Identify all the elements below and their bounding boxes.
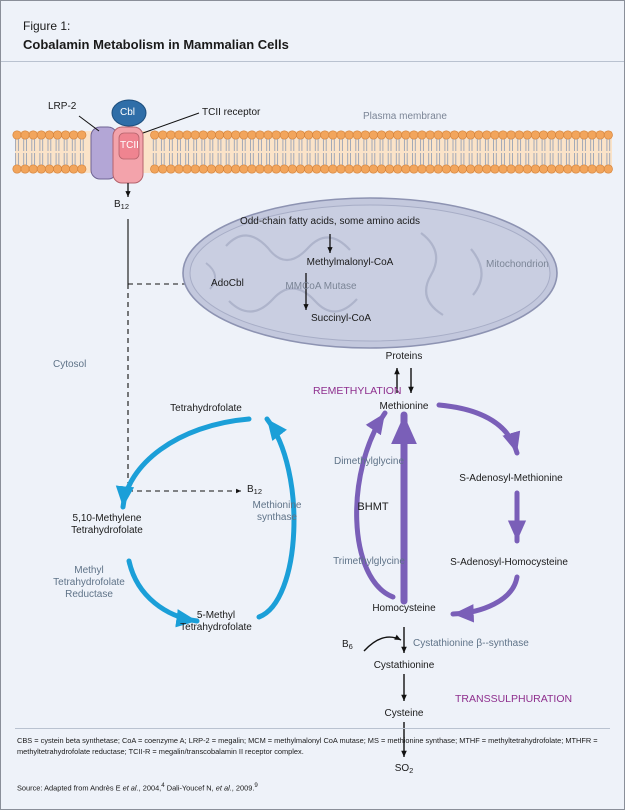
methionine-label: Methionine (379, 401, 429, 412)
tcii-label: TCII (120, 140, 139, 151)
sam-label: S-Adenosyl-Methionine (459, 473, 563, 484)
homocysteine-label: Homocysteine (372, 603, 436, 614)
bhmt-label: BHMT (357, 501, 389, 513)
cytosol-label: Cytosol (53, 359, 87, 370)
dimethylglycine-label: Dimethylglycine (333, 456, 405, 467)
cysteine-label: Cysteine (384, 708, 424, 719)
methylene-thf-label: 5,10-Methylene Tetrahydrofolate (71, 513, 143, 536)
odd-chain-label: Odd-chain fatty acids, some amino acids (239, 216, 421, 227)
cbl-label: Cbl (120, 107, 136, 118)
mthfr-label: Methyl Tetrahydrofolate Reductase (53, 565, 125, 600)
footer-divider (15, 728, 610, 729)
adocbl-label: AdoCbl (211, 278, 244, 289)
mitochondrion-label: Mitochondrion (486, 259, 549, 270)
transsulphuration-label: TRANSSULPHURATION (455, 693, 573, 705)
tcii-leader (143, 113, 199, 133)
lrp2-leader (79, 116, 99, 131)
footer-legend: CBS = cystein beta synthetase; CoA = coenzyme A; LRP-2 = megalin; MCM = methylmalonyl CoA mutase; MS = methionine synthase; MTHF = methyltetrahydrofolate; MTHFR = methyltetrahydrofolate reductase; TCII-R = megalin/transcobalamin II receptor complex. (17, 736, 598, 756)
plasma-membrane-label: Plasma membrane (363, 111, 447, 122)
tcii-receptor-label: TCII receptor (202, 107, 261, 118)
tetrahydrofolate-label: Tetrahydrofolate (170, 403, 242, 414)
proteins-label: Proteins (385, 351, 423, 362)
methylmalonyl-coa-label: Methylmalonyl-CoA (306, 257, 394, 268)
lrp2-label: LRP-2 (48, 101, 77, 112)
footer-source: Source: Adapted from Andrès E et al., 2004,$^4$ Dali-Youcef N, et al., 2009.$^9$ (17, 782, 258, 793)
tcii-receptor-shape (113, 127, 143, 183)
figure-label: Figure 1: (23, 19, 71, 33)
methionine-synthase-label: Methionine synthase (252, 500, 302, 523)
cystathionine-label: Cystathionine (373, 660, 435, 671)
b6-label: $B_6$ (342, 639, 353, 651)
b12-top-label: $B_{12}$ (114, 199, 130, 211)
trimethylglycine-label: Trimethylglycine (333, 556, 405, 567)
remethylation-label: REMETHYLATION (313, 385, 402, 397)
cbs-label: Cystathionine β--synthase (413, 638, 529, 649)
sah-label: S-Adenosyl-Homocysteine (450, 557, 568, 568)
succinyl-coa-label: Succinyl-CoA (310, 313, 372, 324)
methyl-thf-label: 5-Methyl Tetrahydrofolate (180, 610, 252, 633)
so2-label: $SO_2$ (394, 763, 414, 775)
figure-title: Cobalamin Metabolism in Mammalian Cells (23, 37, 289, 52)
b12-cytosol-label: $B_{12}$ (247, 484, 263, 496)
mmcoa-mutase-label: MMCoA Mutase (285, 281, 357, 292)
diagram-canvas (1, 1, 625, 810)
